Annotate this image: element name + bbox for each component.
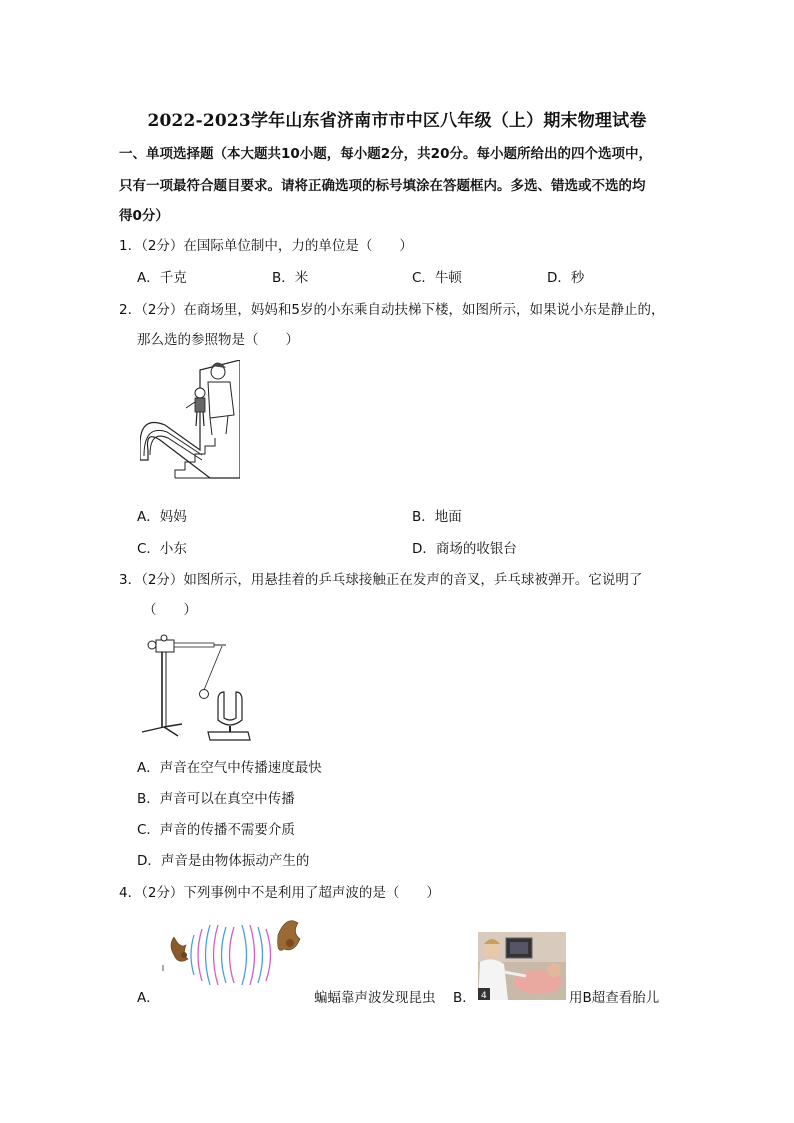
question-2-option-a: A．妈妈 [137, 509, 187, 525]
question-1-option-c: C．牛顿 [412, 270, 462, 286]
section-instruction-line-1: 一、单项选择题（本大题共10小题，每小题2分，共20分。每小题所给出的四个选项中， [119, 146, 652, 162]
question-3-option-a: A．声音在空气中传播速度最快 [137, 760, 322, 776]
question-3-stem-line-1: 3．（2分）如图所示，用悬挂着的乒乓球接触正在发声的音叉，乒乓球被弹开。它说明了 [119, 572, 643, 588]
question-2-option-b: B．地面 [412, 509, 462, 525]
escalator-figure [140, 360, 240, 485]
question-4-option-b-label: B． [453, 990, 476, 1006]
question-2-option-d: D．商场的收银台 [412, 541, 517, 557]
question-3-option-b: B．声音可以在真空中传播 [137, 791, 295, 807]
question-4-stem: 4．（2分）下列事例中不是利用了超声波的是（ ） [119, 885, 440, 901]
question-4-option-a-label: A． [137, 990, 160, 1006]
photo-badge: 4 [481, 991, 487, 1000]
b-ultrasound-photo [478, 932, 566, 1000]
question-1-option-d: D．秒 [547, 270, 585, 286]
page-title: 2022-2023学年山东省济南市市中区八年级（上）期末物理试卷 [147, 111, 647, 131]
section-instruction-line-3: 得0分） [119, 208, 169, 224]
question-4-option-b-text: 用B超查看胎儿 [569, 990, 660, 1006]
question-2-stem-line-1: 2．（2分）在商场里，妈妈和5岁的小东乘自动扶梯下楼，如图所示，如果说小东是静止的， [119, 302, 665, 318]
question-2-option-c: C．小东 [137, 541, 187, 557]
bat-ultrasound-figure [160, 915, 310, 990]
question-3-option-c: C．声音的传播不需要介质 [137, 822, 295, 838]
question-1-stem: 1．（2分）在国际单位制中，力的单位是（ ） [119, 238, 413, 254]
tuning-fork-figure [138, 632, 258, 744]
question-3-option-d: D．声音是由物体振动产生的 [137, 853, 310, 869]
question-1-option-b: B．米 [272, 270, 309, 286]
question-2-stem-line-2: 那么选的参照物是（ ） [137, 332, 299, 348]
question-1-option-a: A．千克 [137, 270, 187, 286]
section-instruction-line-2: 只有一项最符合题目要求。请将正确选项的标号填涂在答题框内。多选、错选或不选的均 [119, 178, 646, 194]
question-3-stem-line-2: （ ） [143, 602, 197, 618]
question-4-option-a-text: 蝙蝠靠声波发现昆虫 [314, 990, 436, 1006]
